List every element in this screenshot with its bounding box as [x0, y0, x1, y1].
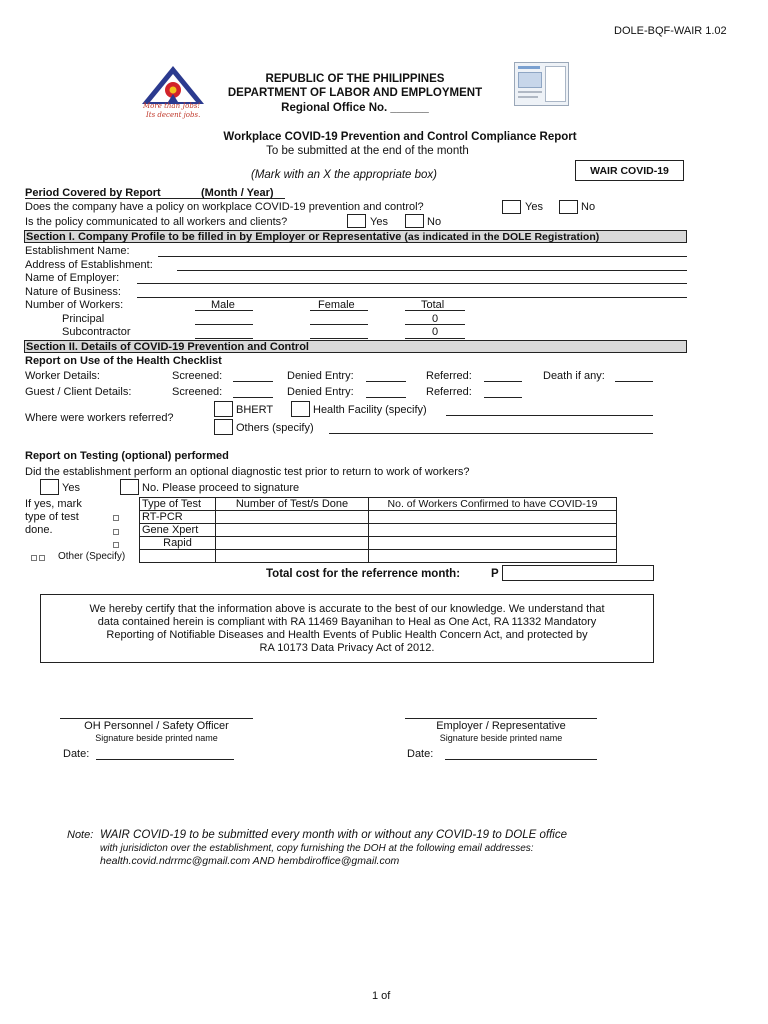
principal-female-input[interactable] — [310, 324, 368, 325]
right-signature-title: Employer / Representative — [436, 720, 566, 732]
other-mark-checkbox-1[interactable] — [31, 555, 37, 561]
cert-line-4: RA 10173 Data Privacy Act of 2012. — [259, 642, 435, 654]
cert-line-1: We hereby certify that the information above is accurate to the best of our knowledge. We understand that — [89, 603, 605, 615]
rapid-mark-checkbox[interactable] — [113, 542, 119, 548]
guest-denied-label: Denied Entry: — [287, 386, 354, 398]
policy1-no-checkbox[interactable] — [559, 200, 578, 214]
logo-tagline-1: More than Jobs! — [143, 102, 201, 110]
col-total: Total — [421, 299, 445, 311]
others-label: Others (specify) — [236, 422, 314, 434]
guest-referred-label: Referred: — [426, 386, 472, 398]
female-header-rule — [310, 310, 368, 311]
cert-line-3: Reporting of Notifiable Diseases and Health Events of Public Health Concern Act, and protected by — [106, 629, 588, 641]
form-code: DOLE-BQF-WAIR 1.02 — [614, 25, 727, 37]
bhert-label: BHERT — [236, 404, 274, 416]
rtpcr-confirmed-cell[interactable] — [369, 511, 617, 524]
policy1-no-label: No — [581, 201, 596, 213]
row-type-genexpert: Gene Xpert — [140, 524, 216, 537]
left-signature-title: OH Personnel / Safety Officer — [84, 720, 229, 732]
health-facility-input[interactable] — [446, 415, 653, 416]
wair-badge — [575, 160, 684, 181]
policy2-yes-label: Yes — [370, 216, 388, 228]
mark-instruction: (Mark with an X the appropriate box) — [251, 169, 438, 181]
guest-details-label: Guest / Client Details: — [25, 386, 132, 398]
other-mark-checkbox-2[interactable] — [39, 555, 45, 561]
header-department: DEPARTMENT OF LABOR AND EMPLOYMENT — [227, 87, 483, 99]
table-row — [140, 524, 617, 537]
testing-yes-checkbox[interactable] — [40, 479, 59, 495]
right-signature-line[interactable] — [405, 718, 597, 719]
establishment-input[interactable] — [158, 256, 687, 257]
subcontractor-male-input[interactable] — [195, 338, 253, 339]
rapid-confirmed-cell[interactable] — [369, 537, 617, 550]
policy-question-1: Does the company have a policy on workplace COVID-19 prevention and control? — [25, 201, 424, 213]
health-facility-label: Health Facility (specify) — [313, 404, 427, 416]
genexpert-mark-checkbox[interactable] — [113, 529, 119, 535]
ifyes-line-1: If yes, mark — [25, 498, 82, 510]
total-cost-label: Total cost for the referrence month: — [266, 568, 461, 580]
section1-heading — [24, 230, 687, 243]
address-input[interactable] — [177, 270, 687, 271]
testing-question: Did the establishment perform an optional diagnostic test prior to return to work of workers? — [25, 466, 470, 478]
other-specify-label: Other (Specify) — [58, 551, 126, 562]
cert-line-2: data contained herein is compliant with RA 11469 Bayanihan to Heal as One Act, RA 11332 Mandatory — [97, 616, 597, 628]
employer-input[interactable] — [137, 283, 687, 284]
testing-title: Report on Testing (optional) performed — [25, 450, 229, 462]
report-title: Workplace COVID-19 Prevention and Control Compliance Report — [223, 131, 577, 143]
worker-death-label: Death if any: — [543, 370, 605, 382]
where-referred-label: Where were workers referred? — [25, 412, 174, 424]
subcontractor-female-input[interactable] — [310, 338, 368, 339]
guest-screened-input[interactable] — [233, 397, 273, 398]
row-principal: Principal — [62, 313, 105, 325]
section1-heading-text — [26, 231, 599, 243]
business-label: Nature of Business: — [25, 286, 121, 298]
guest-denied-input[interactable] — [366, 397, 406, 398]
header-republic: REPUBLIC OF THE PHILIPPINES — [265, 73, 445, 85]
checklist-title: Report on Use of the Health Checklist — [25, 355, 222, 367]
table-header-row — [140, 498, 617, 511]
others-checkbox[interactable] — [214, 419, 233, 435]
section1-title: Section I. Company Profile to be filled in by Employer or Representative — [26, 231, 402, 243]
establishment-label: Establishment Name: — [25, 245, 130, 257]
genexpert-confirmed-cell[interactable] — [369, 524, 617, 537]
col-male: Male — [211, 299, 235, 311]
row-type-other[interactable] — [140, 550, 216, 563]
ifyes-line-2: type of test — [25, 511, 79, 523]
male-header-rule — [195, 310, 253, 311]
workers-label: Number of Workers: — [25, 299, 124, 311]
note-line-2: with jurisidicton over the establishment, copy furnishing the DOH at the following email addresses: — [100, 843, 534, 854]
left-date-input[interactable] — [96, 759, 234, 760]
left-signature-line[interactable] — [60, 718, 253, 719]
ifyes-line-3: done. — [25, 524, 53, 536]
note-line-3: health.covid.ndrrmc@gmail.com AND hembdiroffice@gmail.com — [100, 855, 400, 867]
left-date-label: Date: — [63, 748, 90, 760]
note-label: Note: — [67, 829, 94, 841]
total-cost-input[interactable] — [502, 565, 654, 581]
wair-badge-text: WAIR COVID-19 — [590, 165, 669, 177]
rtpcr-number-cell[interactable] — [216, 511, 369, 524]
policy2-yes-checkbox[interactable] — [347, 214, 366, 228]
col-female: Female — [318, 299, 355, 311]
others-input[interactable] — [329, 433, 653, 434]
testing-no-checkbox[interactable] — [120, 479, 139, 495]
worker-referred-input[interactable] — [484, 381, 522, 382]
worker-denied-input[interactable] — [366, 381, 406, 382]
peso-sign: P — [491, 568, 499, 580]
subcontractor-total: 0 — [431, 326, 439, 338]
logo-tagline-2: Its decent jobs. — [146, 111, 201, 119]
testing-table — [139, 497, 617, 563]
testing-no-label: No. Please proceed to signature — [142, 482, 300, 494]
section1-note: (as indicated in the DOLE Registration) — [404, 231, 600, 243]
total-header-rule — [405, 310, 465, 311]
genexpert-number-cell[interactable] — [216, 524, 369, 537]
principal-total-rule — [405, 324, 465, 325]
policy1-yes-label: Yes — [525, 201, 543, 213]
table-row — [140, 511, 617, 524]
row-type-rapid: Rapid — [140, 537, 216, 550]
rapid-number-cell[interactable] — [216, 537, 369, 550]
period-format: (Month / Year) — [201, 187, 274, 199]
table-row — [140, 550, 617, 563]
row-type-rtpcr: RT-PCR — [140, 511, 216, 524]
other-number-cell[interactable] — [216, 550, 369, 563]
section2-heading — [24, 340, 687, 353]
employer-label: Name of Employer: — [25, 272, 120, 284]
worker-referred-label: Referred: — [426, 370, 472, 382]
right-signature-caption: Signature beside printed name — [439, 733, 563, 743]
left-signature-caption: Signature beside printed name — [95, 733, 218, 743]
policy2-no-label: No — [427, 216, 442, 228]
header-regional-office: Regional Office No. ______ — [281, 102, 429, 114]
address-label: Address of Establishment: — [25, 259, 153, 271]
principal-male-input[interactable] — [195, 324, 253, 325]
subcontractor-total-rule — [405, 338, 465, 339]
worker-denied-label: Denied Entry: — [287, 370, 354, 382]
business-input[interactable] — [137, 297, 687, 298]
certification-box — [40, 594, 654, 663]
page-number: 1 of — [372, 990, 391, 1002]
worker-screened-input[interactable] — [233, 381, 273, 382]
guest-screened-label: Screened: — [172, 386, 223, 398]
rtpcr-mark-checkbox[interactable] — [113, 515, 119, 521]
health-facility-checkbox[interactable] — [291, 401, 310, 417]
policy2-no-checkbox[interactable] — [405, 214, 424, 228]
th-confirmed: No. of Workers Confirmed to have COVID-19 — [369, 498, 617, 511]
testing-yes-label: Yes — [62, 482, 80, 494]
section2-heading-text: Section II. Details of COVID-19 Prevention and Control — [26, 341, 309, 353]
policy1-yes-checkbox[interactable] — [502, 200, 521, 214]
row-subcontractor: Subcontractor — [62, 326, 131, 338]
table-row — [140, 537, 617, 550]
report-subtitle: To be submitted at the end of the month — [266, 145, 469, 157]
note-line-1: WAIR COVID-19 to be submitted every month with or without any COVID-19 to DOLE office — [100, 829, 568, 841]
guest-referred-input[interactable] — [484, 397, 522, 398]
period-label: Period Covered by Report — [25, 187, 161, 199]
worker-screened-label: Screened: — [172, 370, 223, 382]
policy-question-2: Is the policy communicated to all workers and clients? — [25, 216, 288, 228]
worker-death-input[interactable] — [615, 381, 653, 382]
th-type: Type of Test — [140, 498, 216, 511]
document-thumbnail — [514, 62, 569, 106]
principal-total: 0 — [431, 313, 439, 325]
right-date-label: Date: — [407, 748, 434, 760]
worker-details-label: Worker Details: — [25, 370, 100, 382]
th-number: Number of Test/s Done — [216, 498, 369, 511]
other-confirmed-cell[interactable] — [369, 550, 617, 563]
bhert-checkbox[interactable] — [214, 401, 233, 417]
period-underline — [25, 198, 285, 199]
right-date-input[interactable] — [445, 759, 597, 760]
